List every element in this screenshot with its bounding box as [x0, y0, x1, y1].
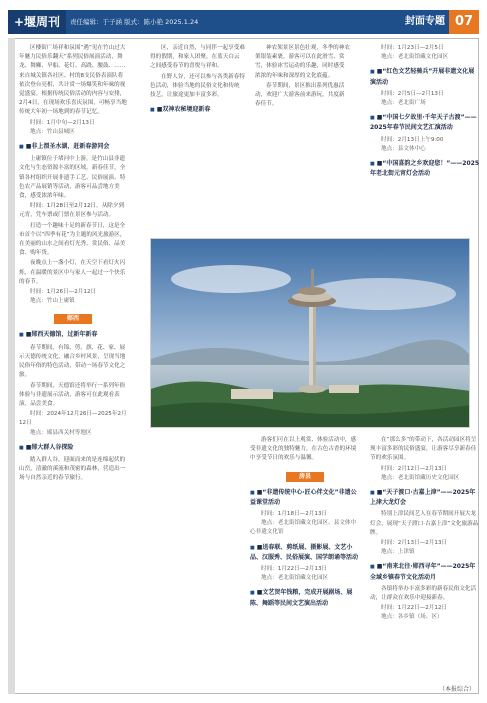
tower-lake-photo — [150, 238, 470, 428]
event-time: 时间：2月13日—2月13日 — [381, 540, 448, 547]
event-time: 时间：1月18日—2月13日 — [261, 511, 328, 518]
section-heading: ■ ■郧西天德馆，过新年新春 — [19, 330, 127, 340]
source-note: （本报综合） — [438, 686, 475, 693]
event-place: 地点：老北街馆藏文化园区、县文体中心非遗文化馆 — [250, 520, 357, 536]
event-place: 地点：县文体中心 — [381, 145, 426, 152]
paragraph: 各镇将举办丰富多彩的新春民俗文化活动，让群众在欢乐中迎接新春。 — [370, 585, 477, 602]
paragraph: 踏入群人谷，迎面而来的是连绵起伏的山峦，清澈的溪流和茂密的森林，营造出一场与自然亲近的春节旅行。 — [19, 456, 126, 482]
event-time: 时间：2月5日—2月13日 — [381, 90, 444, 97]
region-tag: 郧西 — [54, 314, 92, 324]
section-heading: ■ ■“中国喜韵之乡欢迎您！”——2025年老北街元宵灯会活动 — [370, 159, 480, 178]
paragraph: 游客们可在以上观赏、体验活动中，感受非遗文化的独特魅力，在古色古香的环境中享受节日的欢乐与温馨。 — [250, 437, 357, 462]
event-place: 地点：老北街馆藏文化园区 — [381, 54, 449, 61]
event-time: 时间：1月23日—2月5日 — [381, 45, 444, 51]
intro-paragraph: 区楼街广场祥和氛围“遇”见在竹山过大年魅力民俗乐翻天”系列民俗展演活动，舞龙、舞狮、旱船、花灯、高跷、腰鼓、……来自城关镇各社区、村的8支民俗表演队将依次登台亮相，共计赏一场爆笑和年味的视觉盛宴。根据传统民俗活动的内容与安排，2月4日，在现场欢乐喜庆氛围，可畅享当地传统大年初一场地到的春节记忆。 — [19, 45, 127, 116]
paragraph: 在野人谷，还可以参与各类新春特色活动，体验当地的民俗文化和传统技艺，让旅途更加丰富多彩。 — [150, 73, 245, 99]
section-title: 封面专题 — [405, 16, 445, 27]
event-place: 地点：上津镇 — [381, 549, 415, 556]
article-column-1 — [19, 44, 127, 684]
event-time: 时间：1月22日—2月13日 — [261, 566, 328, 573]
page-header — [8, 10, 479, 34]
masthead: +堰周刊 — [8, 10, 66, 34]
section-heading: ■ ■送春联、剪纸展、摄影展、文艺小品、汉服秀、民俗展演、国学朗诵等活动 — [250, 543, 360, 562]
paragraph: 上庸镇位于堵河中上游，是竹山县非遗文化与生态资源丰富的区域。新春佳节，全镇各村组织开展非遗手工艺、民俗展演、特色农产品展销等活动，游客可品尝地方美食，感受浓浓年味。 — [19, 156, 126, 200]
event-place: 地点：老北街广场 — [381, 100, 426, 107]
event-time: 时间：2月12日—2月13日 — [381, 465, 448, 472]
paragraph: 特别上津民间艺人在春节期间开展大龙灯会，展现“天子渡口·古嘉上津”文化旅游品牌。 — [370, 511, 479, 536]
paragraph: 打造一个趣味十足的新春节日，这是全市首个以“四季有花”为主题的风光旅游区，在美丽的山水之间看灯光秀、赏民俗、品美食、购年货。 — [19, 222, 126, 257]
article-column-4 — [250, 436, 360, 686]
article-column-5 — [370, 436, 480, 686]
event-place: 地点：各乡镇（场、区） — [381, 614, 443, 621]
paragraph: 区，亲近自然，与同伴一起享受难得的假期，和家人团聚，在蓝天白云之间感受春节的喜悦与祥和。 — [150, 45, 245, 70]
paragraph: 时间：1月28日至2月12日，从除夕到元宵，凭车票或门票在景区参与活动。 — [19, 203, 125, 219]
section-heading: ■ ■文艺贺年钱粮，完成开展剧场、展陈、舞蹈等民间文艺演出活动 — [250, 588, 360, 607]
section-heading: ■ ■非上渭圣水湖，赶新春游同会 — [19, 142, 127, 152]
event-time: 时间：2月13日上午9:00 — [381, 136, 444, 143]
event-place: 地点：老北街馆藏历史文化园区 — [381, 474, 460, 481]
section-heading: ■ ■“红色文艺轻骑兵”开展非遗文化展演活动 — [370, 67, 480, 86]
paragraph: 春节期间，有锦、剪、旗、花、家、展示天德传统文化，融合乡村风景，呈现当地民俗年俗的特色活动，带动一场春节文化之旅。 — [19, 344, 126, 379]
left-margin-bar — [8, 38, 15, 694]
event-place: 地点：竹山县城区 — [30, 128, 75, 135]
event-time: 时间：1月中旬—2月13日 — [30, 119, 95, 126]
section-heading: ■ ■郧大群人谷探险 — [19, 443, 127, 453]
event-place: 地点：竹山上庸镇 — [30, 298, 75, 305]
section-heading: ■ ■“南来北往·郧西寻年”——2025年全域乡镇春节文化活动月 — [370, 562, 480, 581]
paragraph: 春节期间，景区推出系列优惠活动，欢迎广大游客前来游玩，共度新春佳节。 — [255, 82, 345, 108]
event-time: 时间：1月22日—2月12日 — [381, 605, 448, 612]
paragraph: 神农架景区景色壮观，冬季的神农架银装素裹，游客可以在此滑雪、赏雪，体验冰雪运动的乐趣，同时感受浓浓的年味和深厚的文化底蕴。 — [255, 45, 350, 79]
region-tag: 房县 — [286, 472, 324, 482]
event-place: 地点：老北街馆藏文化园区 — [261, 575, 329, 582]
page-number: 07 — [449, 10, 479, 34]
section-heading: ■ ■双神农秘境迎新春 — [150, 105, 245, 115]
section-heading: ■ ■“天子渡口·古嘉上津”——2025年上津大龙灯会 — [370, 488, 480, 507]
article-column-2 — [150, 44, 350, 264]
paragraph: 春节期间，天德馆还将举行一系列年俗体验与非遗展示活动，游客可在此观看表演、品尝美食。 — [19, 382, 126, 407]
section-heading: ■ ■“中国七夕故里·千年天子古渡”——2025年春节民间文艺汇演活动 — [370, 113, 480, 132]
article-column-3 — [370, 44, 480, 264]
event-time: 时间：2024年12月26日—2025年2月12日 — [19, 411, 127, 427]
paragraph: 夜晚点上一盏小灯，在天空下看灯火闪烁，在温暖的景区中与家人一起过一个快乐的春节。 — [19, 260, 126, 285]
event-time: 时间：1月26日—2月12日 — [30, 289, 97, 296]
editor-credits: 责任编辑：于子涵 版式：陈小艳 2025.1.24 — [70, 18, 199, 26]
paragraph: 在“那么多”的带动下，各活动园区将呈现丰富多彩的民俗盛宴，让游客尽享新春佳节的欢乐氛围。 — [370, 437, 477, 462]
section-heading: ■ ■“非遗传统中心·匠心伴文化”非遗公益课堂活动 — [250, 488, 360, 507]
event-place: 地点：郧县西关村等地区 — [30, 429, 92, 436]
